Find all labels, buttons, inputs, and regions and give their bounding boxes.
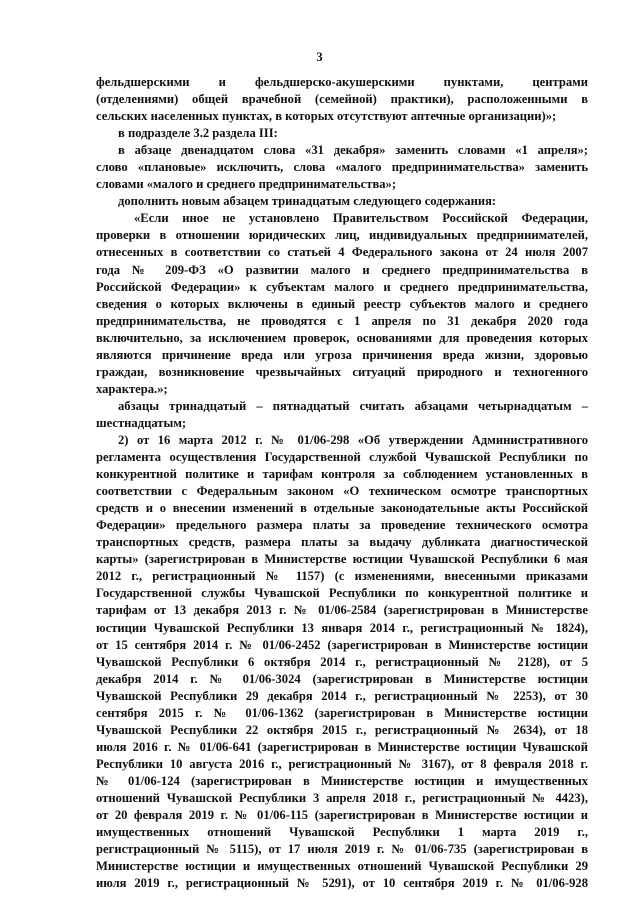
text-line: тарифам от 13 декабря 2013 г. № 01/06-2584 (зарегистрирован в Министерстве xyxy=(96,603,588,618)
text-line: от 15 сентября 2014 г. № 01/06-2452 (зарегистрирован в Министерстве юстиции xyxy=(96,637,588,652)
text-line: (отделениями) общей врачебной (семейной) практики), расположенными в xyxy=(96,92,588,107)
text-line: слово «плановые» исключить, слова «малого предпринимательства» заменить xyxy=(96,160,588,175)
text-line: Республики 10 августа 2016 г., регистрационный № 3167), от 8 февраля 2018 г. xyxy=(96,756,588,771)
text-line: Чувашской Республики 29 декабря 2014 г., регистрационный № 2253), от 30 xyxy=(96,688,588,703)
text-line: в подразделе 3.2 раздела III: xyxy=(118,126,278,141)
text-line: Федерации» предельного размера платы за проведение технического осмотра xyxy=(96,518,588,533)
text-line: сведения о которых включены в единый реестр субъектов малого и среднего xyxy=(96,296,588,311)
page-number: 3 xyxy=(316,50,323,64)
text-line: отношений Чувашской Республики 3 апреля 2018 г., регистрационный № 4423), xyxy=(96,790,588,805)
text-line: проверки в отношении юридических лиц, индивидуальных предпринимателей, xyxy=(96,228,588,243)
text-line: юстиции Чувашской Республики 13 января 2014 г., регистрационный № 1824), xyxy=(96,620,588,635)
text-line: декабря 2014 г. № 01/06-3024 (зарегистрирован в Министерстве юстиции xyxy=(96,671,588,686)
text-line: сентября 2015 г. № 01/06-1362 (зарегистрирован в Министерстве юстиции xyxy=(96,705,588,720)
text-line: 2) от 16 марта 2012 г. № 01/06-298 «Об утверждении Административного xyxy=(118,432,588,447)
text-line: имущественных отношений Чувашской Республики 1 марта 2019 г., xyxy=(96,825,588,840)
text-line: июля 2016 г. № 01/06-641 (зарегистрирован в Министерстве юстиции Чувашской xyxy=(96,739,588,754)
text-line: отнесенных в соответствии со статьей 4 Федерального закона от 24 июля 2007 xyxy=(96,245,588,260)
text-line: средств и о внесении изменений в отдельные законодательные акты Российской xyxy=(96,501,588,516)
text-line: № 01/06-124 (зарегистрирован в Министерстве юстиции и имущественных xyxy=(96,773,588,788)
text-line: абзацы тринадцатый – пятнадцатый считать абзацами четырнадцатым – xyxy=(118,398,588,413)
text-line: от 20 февраля 2019 г. № 01/06-115 (зарегистрирован в Министерстве юстиции и xyxy=(96,808,588,823)
text-line: Чувашской Республики 22 октября 2015 г., регистрационный № 2634), от 18 xyxy=(96,722,588,737)
text-line: шестнадцатым; xyxy=(96,415,187,430)
text-line: соответствии с Федеральным законом «О техническом осмотре транспортных xyxy=(96,484,588,499)
text-line: регистрационный № 5115), от 17 июля 2019 г. № 01/06-735 (зарегистрирован в xyxy=(96,842,588,857)
text-line: словами «малого и среднего предпринимательства»; xyxy=(96,177,397,192)
text-line: 2012 г., регистрационный № 1157) (с изменениями, внесенными приказами xyxy=(96,569,588,584)
text-line: «Если иное не установлено Правительством Российской Федерации, xyxy=(134,211,588,226)
text-line: сельских населенных пунктах, в которых отсутствуют аптечные организации)»; xyxy=(96,109,557,124)
text-line: карты» (зарегистрирован в Министерстве юстиции Чувашской Республики 6 мая xyxy=(96,552,588,567)
text-line: предпринимательства, не проводятся с 1 апреля по 31 декабря 2020 года xyxy=(96,313,588,328)
text-line: Чувашской Республики 6 октября 2014 г., регистрационный № 2128), от 5 xyxy=(96,654,588,669)
document-body xyxy=(96,74,588,892)
text-line: характера.»; xyxy=(96,381,168,396)
text-line: транспортных средств, размера платы за выдачу дубликата диагностической xyxy=(96,535,588,550)
text-line: Государственной службы Чувашской Республики по конкурентной политике и xyxy=(96,586,588,601)
text-line: дополнить новым абзацем тринадцатым следующего содержания: xyxy=(118,194,497,209)
text-line: в абзаце двенадцатом слова «31 декабря» заменить словами «1 апреля»; xyxy=(118,143,588,158)
text-line: являются причинение вреда или угроза причинения вреда жизни, здоровью xyxy=(96,347,588,362)
text-line: Министерстве юстиции и имущественных отношений Чувашской Республики 29 xyxy=(96,859,588,874)
text-line: регламента осуществления Государственной службой Чувашской Республики по xyxy=(96,450,588,465)
text-line: граждан, возникновение чрезвычайных ситуаций природного и техногенного xyxy=(96,364,588,379)
text-line: включительно, за исключением проверок, основаниями для проведения которых xyxy=(96,330,588,345)
text-line: года № 209-ФЗ «О развитии малого и среднего предпринимательства в xyxy=(96,262,588,277)
text-line: конкурентной политике и тарифам контроля за соблюдением установленных в xyxy=(96,467,588,482)
text-line: июля 2019 г., регистрационный № 5291), от 10 сентября 2019 г. № 01/06-928 xyxy=(96,876,588,891)
text-line: фельдшерскими и фельдшерско-акушерскими пунктами, центрами xyxy=(96,75,588,89)
text-line: Российской Федерации» к субъектам малого и среднего предпринимательства, xyxy=(96,279,588,294)
